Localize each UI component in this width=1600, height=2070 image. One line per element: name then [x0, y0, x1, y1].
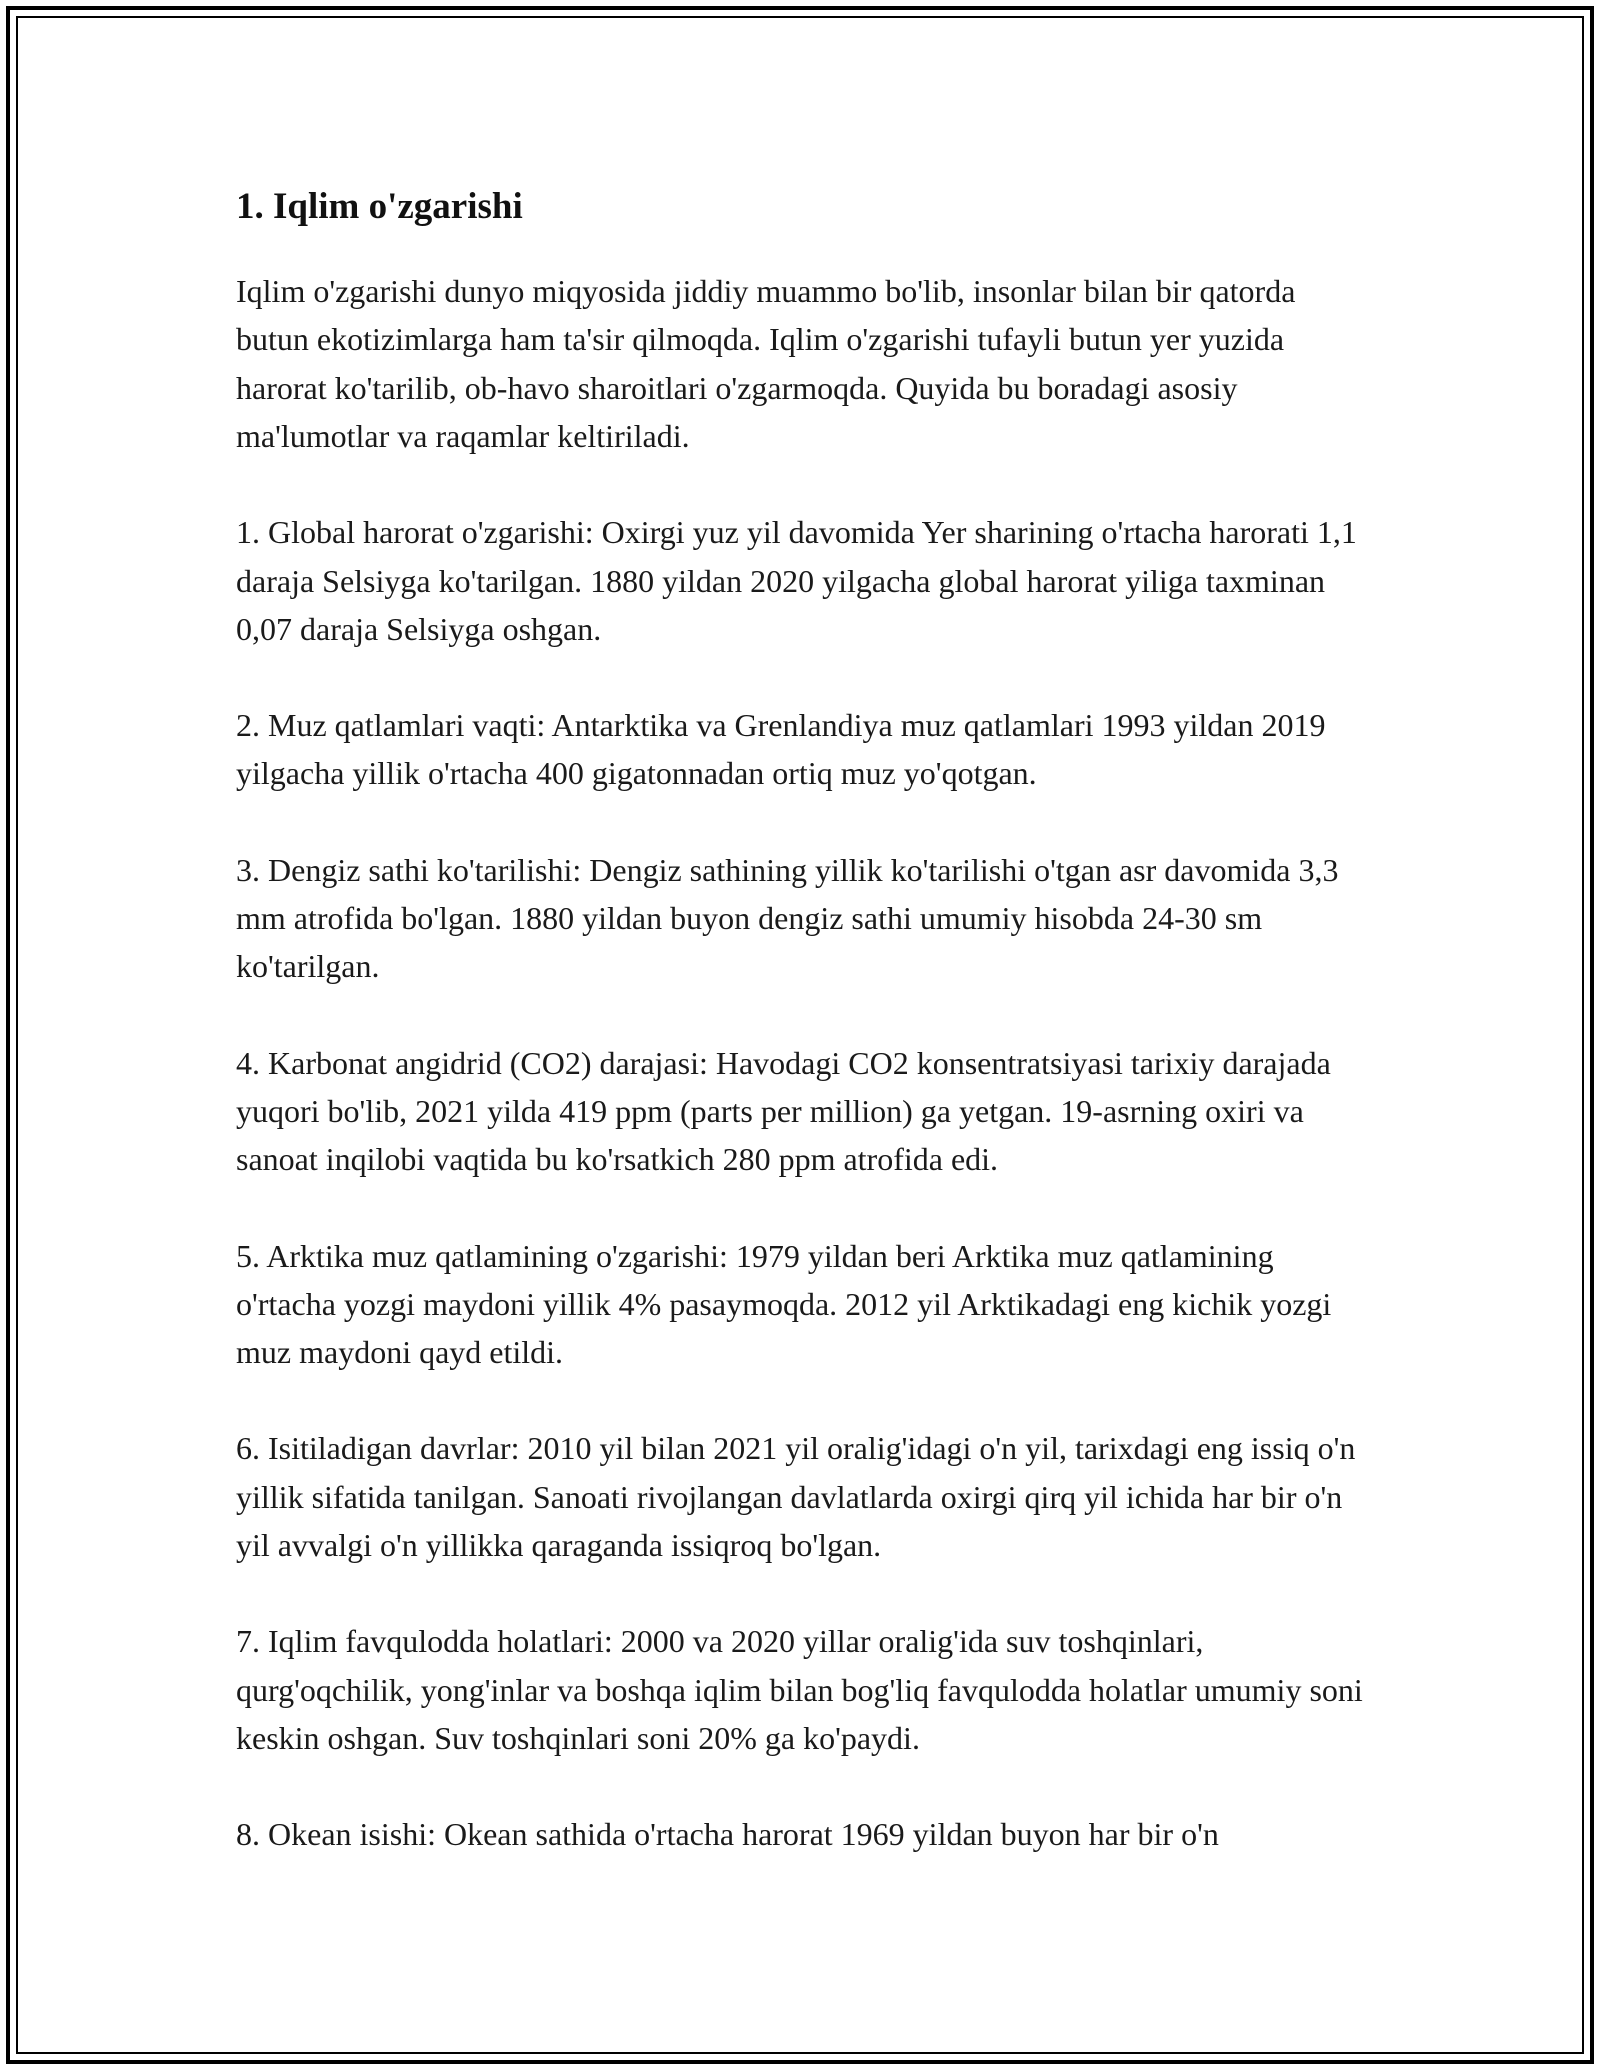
list-item-warming-periods: 6. Isitiladigan davrlar: 2010 yil bilan 2021 yil oralig'idagi o'n yil, tarixdagi eng issiq o'n yillik sifatida tanilgan. Sanoati rivojlangan davlatlarda oxirgi qirq yil ichida har bir o'n yil avvalgi o'n yillikka qaraganda issiqroq bo'lgan.	[236, 1430, 1356, 1564]
list-item-climate-emergencies: 7. Iqlim favqulodda holatlari: 2000 va 2020 yillar oralig'ida suv toshqinlari, qurg'oqchilik, yong'inlar va boshqa iqlim bilan bog'liq favqulodda holatlar umumiy soni keskin oshgan. Suv toshqinlari soni 20% ga ko'paydi.	[236, 1623, 1363, 1756]
document-body	[236, 183, 1366, 1907]
intro-paragraph: Iqlim o'zgarishi dunyo miqyosida jiddiy muammo bo'lib, insonlar bilan bir qatorda butun ekotizimlarga ham ta'sir qilmoqda. Iqlim o'zgarishi tufayli butun yer yuzida harorat ko'tarilib, ob-havo sharoitlari o'zgarmoqda. Quyida bu boradagi asosiy ma'lumotlar va raqamlar keltiriladi.	[236, 273, 1296, 454]
section-heading: 1. Iqlim o'zgarishi	[236, 186, 523, 227]
list-item-co2-level: 4. Karbonat angidrid (CO2) darajasi: Havodagi CO2 konsentratsiyasi tarixiy darajada yuqori bo'lib, 2021 yilda 419 ppm (parts per million) ga yetgan. 19-asrning oxiri va sanoat inqilobi vaqtida bu ko'rsatkich 280 ppm atrofida edi.	[236, 1044, 1331, 1178]
list-item-ocean-warming: 8. Okean isishi: Okean sathida o'rtacha harorat 1969 yildan buyon har bir o'n	[236, 1816, 1219, 1853]
list-item-ice-sheets: 2. Muz qatlamlari vaqti: Antarktika va Grenlandiya muz qatlamlari 1993 yildan 2019 yilgacha yillik o'rtacha 400 gigatonnadan ortiq muz yo'qotgan.	[236, 707, 1326, 792]
list-item-global-temperature: 1. Global harorat o'zgarishi: Oxirgi yuz yil davomida Yer sharining o'rtacha harorati 1,1 daraja Selsiyga ko'tarilgan. 1880 yildan 2020 yilgacha global harorat yiliga taxminan 0,07 daraja Selsiyga oshgan.	[236, 514, 1357, 647]
list-item-sea-level: 3. Dengiz sathi ko'tarilishi: Dengiz sathining yillik ko'tarilishi o'tgan asr davomida 3,3 mm atrofida bo'lgan. 1880 yildan buyon dengiz sathi umumiy hisobda 24-30 sm ko'tarilgan.	[236, 851, 1339, 985]
list-item-arctic-ice: 5. Arktika muz qatlamining o'zgarishi: 1979 yildan beri Arktika muz qatlamining o'rtacha yozgi maydoni yillik 4% pasaymoqda. 2012 yil Arktikadagi eng kichik yozgi muz maydoni qayd etildi.	[236, 1237, 1332, 1371]
